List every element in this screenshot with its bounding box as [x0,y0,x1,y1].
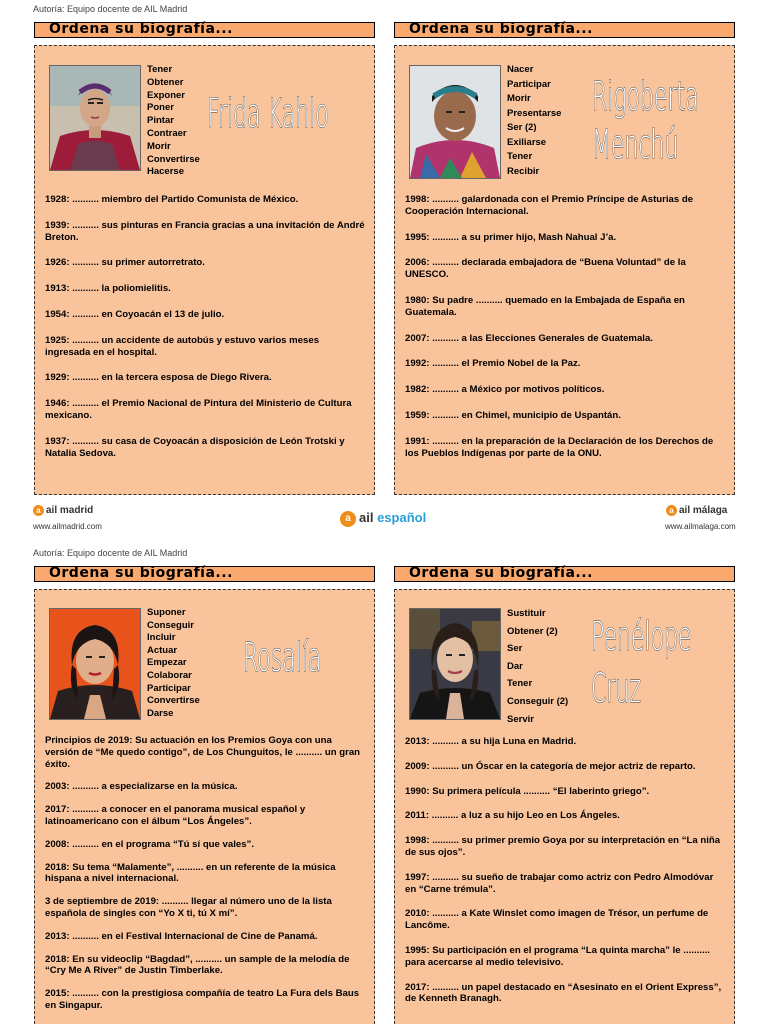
timeline-item: 2009: .......... un Óscar en la categoría de mejor actriz de reparto. [405,760,696,772]
ail-madrid-url: www.ailmadrid.com [33,522,102,531]
verb: Servir [507,713,534,725]
ail-espanol-logo-text-b: español [377,510,427,525]
rosalia-photo [49,608,141,720]
ail-malaga-logo [666,505,727,516]
timeline-item: 1959: .......... en Chimel, municipio de Uspantán. [405,409,621,421]
verb: Convertirse [147,695,200,707]
frida-card [34,45,375,495]
timeline-item: 2018: En su videoclip “Bagdad”, .......... un sample de la melodía de “Cry Me A River” de Justin Timberlake. [45,953,350,977]
timeline-item: 2015: .......... con la prestigiosa compañía de teatro La Fura dels Baus en Singapur. [45,988,360,1011]
timeline-item: 1998: .......... galardonada con el Premio Príncipe de Asturias de Cooperación Internacional. [405,194,694,217]
timeline-item: 1913: .......... la poliomielitis. [45,283,171,295]
verb: Dar [507,660,523,672]
timeline-item: 1995: .......... a su primer hijo, Mash Nahual J’a. [405,231,617,243]
verb: Actuar [147,644,178,656]
timeline-item: 1926: .......... su primer autorretrato. [45,257,205,269]
frida-photo [49,65,141,171]
verb: Presentarse [507,107,562,119]
ail-madrid-logo-text: ail madrid [46,505,94,517]
rigoberta-card-header: Ordena su biografía... [394,22,735,38]
timeline-item: 1990: Su primera película .......... “El laberinto griego”. [405,785,650,797]
timeline-item: 2017: .......... a conocer en el panorama musical español y latinoamericano con el álbum “Los Ángeles”. [45,804,306,827]
verb: Convertirse [147,153,200,165]
timeline-item: 1928: .......... miembro del Partido Comunista de México. [45,194,299,205]
verb: Hacerse [147,166,184,178]
frida-verb-list [147,64,200,179]
timeline-item: 1991: .......... en la preparación de la Declaración de los Derechos de los Pueblos Indígenas por parte de la ONU. [405,435,714,459]
penelope-timeline-list [405,736,727,1005]
penelope-name-title-line1: Penélope [591,614,692,660]
timeline-item: 2017: .......... un papel destacado en “Asesinato en el Orient Express”, de Kenneth Branagh. [405,981,722,1005]
ail-malaga-logo-text: ail málaga [679,505,728,517]
timeline-item: 1925: .......... un accidente de autobús y estuvo varios meses ingresada en el hospital. [45,334,320,358]
verb: Tener [507,678,533,690]
timeline-item: 2013: .......... a su hija Luna en Madrid. [405,736,577,747]
rigoberta-card [394,45,735,495]
verb: Conseguir (2) [507,695,569,707]
timeline-item: 2010: .......... a Kate Winslet como imagen de Trésor, un perfume de Lancôme. [405,908,709,932]
frida-timeline-list [45,194,367,459]
timeline-item: 2018: Su tema “Malamente”, .......... en un referente de la música hispana a nivel internacional. [45,861,336,885]
verb: Exponer [147,89,186,101]
rosalia-name-title: Rosalía [243,635,322,681]
rigoberta-verb-list [507,63,561,179]
penelope-name-title-line2: Cruz [591,666,641,712]
ail-espanol-logo-text-a: ail [359,510,378,525]
verb: Empezar [147,657,187,669]
timeline-item: 2013: .......... en el Festival Internacional de Cine de Panamá. [45,930,318,942]
ail-espanol-logo [340,510,426,527]
ail-logo-icon: a [666,505,677,516]
timeline-item: 1995: Su participación en el programa “La quinta marcha” le .......... para acercarse al medio televisivo. [405,944,710,968]
rosalia-timeline-list [45,735,367,1012]
verb: Exiliarse [507,136,547,148]
penelope-card [394,589,735,1024]
frida-name-title: Frida Kahlo [207,91,329,137]
verb: Ser (2) [507,122,537,133]
ail-logo-icon: a [33,505,44,516]
verb: Conseguir [147,619,194,631]
verb: Pintar [147,115,174,127]
author-credit: Autoría: Equipo docente de AIL Madrid [33,548,188,558]
verb: Darse [147,707,174,719]
verb: Morir [507,93,531,104]
timeline-item: 2011: .......... a luz a su hijo Leo en Los Ángeles. [405,810,620,822]
penelope-card-header: Ordena su biografía... [394,566,735,582]
timeline-item: Principios de 2019: Su actuación en los Premios Goya con una versión de “Me quedo contigo”, de Los Chunguitos, le .......... un gran éxito. [45,735,361,770]
penelope-verb-list [507,605,568,728]
ail-malaga-url: www.ailmalaga.com [665,522,736,531]
timeline-item: 1929: .......... en la tercera esposa de Diego Rivera. [45,372,272,384]
timeline-item: 2003: .......... a especializarse en la música. [45,781,238,793]
rosalia-card [34,589,375,1024]
verb: Incluir [147,632,176,644]
timeline-item: 2006: .......... declarada embajadora de “Buena Voluntad” de la UNESCO. [405,257,686,281]
verb: Nacer [507,64,534,75]
verb: Suponer [147,607,186,618]
timeline-item: 1939: .......... sus pinturas en Francia gracias a una invitación de André Breton. [45,219,365,243]
verb: Recibir [507,165,540,177]
timeline-item: 1998: .......... su primer premio Goya por su interpretación en “La niña de sus ojos”. [405,835,721,858]
ail-madrid-logo [33,505,93,516]
verb: Tener [507,151,533,162]
verb: Sustituir [507,608,546,619]
verb: Tener [147,64,173,75]
timeline-item: 1980: Su padre .......... quemado en la Embajada de España en Guatemala. [405,294,685,318]
timeline-item: 1997: .......... su sueño de trabajar como actriz con Pedro Almodóvar en “Carne trémula”. [405,871,714,895]
author-credit: Autoría: Equipo docente de AIL Madrid [33,4,188,14]
verb: Ser [507,643,523,655]
timeline-item: 2008: .......... en el programa “Tú sí que vales”. [45,838,255,850]
rosalia-verb-list [147,607,200,720]
timeline-item: 1937: .......... su casa de Coyoacán a disposición de León Trotski y Natalia Sedova. [45,435,345,459]
timeline-item: 1946: .......... el Premio Nacional de Pintura del Ministerio de Cultura mexicano. [45,398,352,421]
verb: Poner [147,102,174,114]
rigoberta-name-title-line2: Menchú [592,122,679,168]
timeline-item: 3 de septiembre de 2019: .......... llegar al número uno de la lista española de singles con “Yo X ti, tú X mí”. [45,896,332,919]
timeline-item: 2007: .......... a las Elecciones Generales de Guatemala. [405,332,653,344]
penelope-photo [409,608,501,720]
rigoberta-photo [409,65,501,179]
verb: Contraer [147,127,187,139]
verb: Obtener [147,76,184,88]
verb: Colaborar [147,669,192,681]
timeline-item: 1954: .......... en Coyoacán el 13 de julio. [45,308,225,320]
verb: Obtener (2) [507,625,558,637]
rigoberta-timeline-list [405,194,727,459]
verb: Participar [507,78,551,90]
rigoberta-name-title-line1: Rigoberta [592,74,699,120]
timeline-item: 1992: .......... el Premio Nobel de la Paz. [405,358,581,370]
frida-card-header: Ordena su biografía... [34,22,375,38]
verb: Morir [147,140,171,152]
verb: Participar [147,682,191,694]
rosalia-card-header: Ordena su biografía... [34,566,375,582]
ail-logo-icon: a [340,511,356,527]
timeline-item: 1982: .......... a México por motivos políticos. [405,384,605,396]
